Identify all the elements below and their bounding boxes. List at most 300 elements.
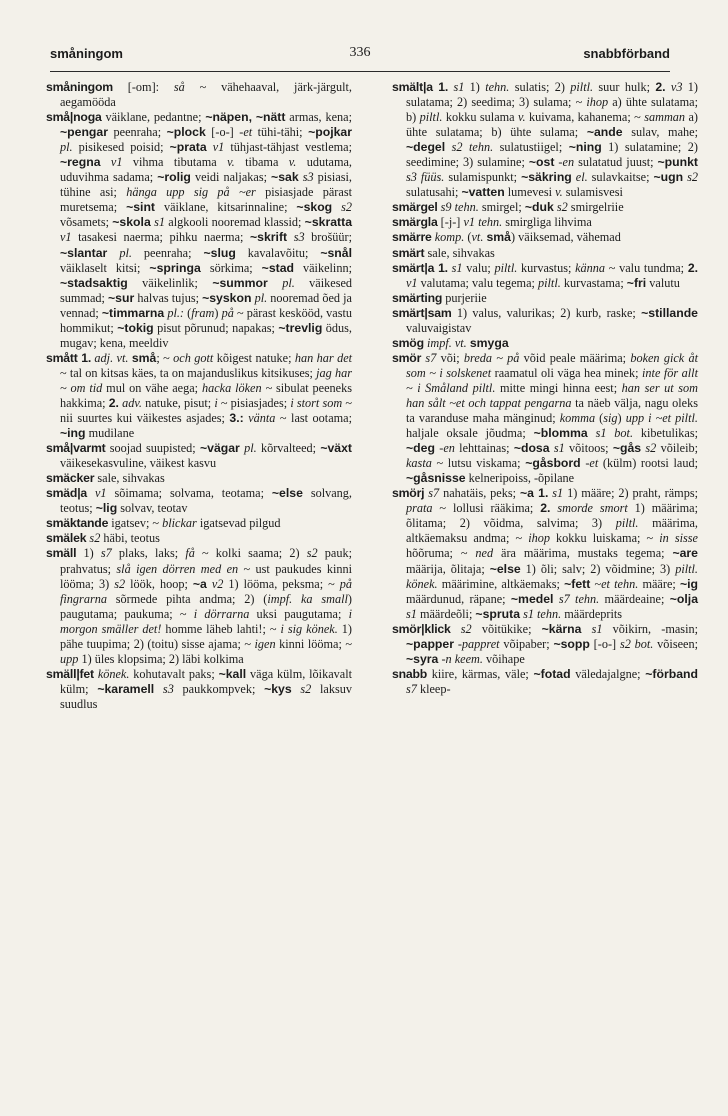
definition-text: smirgelriie	[567, 200, 624, 215]
italic-text: s7	[406, 681, 417, 696]
subentry-headword: ~ande	[586, 125, 623, 140]
subentry-headword: ~kall	[218, 666, 247, 681]
italic-text: s1	[154, 215, 165, 230]
italic-text: på	[221, 305, 234, 320]
subentry-headword: ~näpen,	[205, 110, 252, 125]
subentry-headword: ~plock	[166, 125, 206, 140]
definition-text: (	[595, 411, 604, 426]
italic-text: pl.	[254, 290, 268, 305]
definition-text: ~ ust paukudes kinni lööma; 3)	[60, 561, 353, 591]
definition-text: smirgel;	[478, 200, 525, 215]
subentry-headword: ~degel	[406, 140, 446, 155]
italic-text: hacka löken ~	[201, 380, 273, 395]
definition-text	[268, 276, 282, 290]
subentry-headword: ~ning	[568, 140, 602, 155]
definition-text: smirgliga lihvima	[502, 215, 592, 230]
italic-text: ihop	[586, 95, 609, 110]
definition-text	[107, 246, 119, 260]
definition-text: peenraha;	[108, 125, 167, 140]
definition-text: nooremad õed ja vennad;	[60, 290, 352, 320]
definition-text: võitoos;	[564, 441, 613, 456]
italic-text: s1	[591, 621, 603, 636]
subentry-headword: ~ost	[528, 155, 555, 170]
definition-text: ~ valu tundma;	[605, 260, 688, 275]
italic-text: s2	[460, 621, 472, 636]
definition-text: väiklane, kitsarinnaline;	[155, 200, 297, 215]
italic-text: -pappret	[457, 636, 500, 651]
subentry-headword: ~pengar	[60, 125, 108, 140]
definition-text: määrdeprits	[561, 606, 623, 621]
definition-text: plaks, laks;	[111, 546, 186, 561]
definition-text: määrimine, altkäemaks;	[437, 576, 565, 591]
definition-text: kleep-	[416, 681, 451, 696]
subentry-headword: 2.	[108, 395, 119, 410]
subentry-headword: ~syra	[406, 651, 439, 666]
subentry-headword: små	[131, 350, 157, 365]
definition-text: sõimama; solvama, teotama;	[106, 486, 272, 501]
definition-text: armas, kena;	[285, 110, 352, 125]
entry-headword: smälek	[46, 531, 87, 546]
definition-text: 1) sulatamine; 2) seedimine; 3) sulamine;	[406, 140, 698, 170]
definition-text: kurvastama;	[560, 275, 627, 290]
italic-text: v.	[288, 155, 297, 170]
definition-text: kõigest natuke;	[213, 350, 295, 365]
italic-text: prata	[406, 501, 433, 516]
italic-text: ihop	[528, 531, 550, 546]
italic-text: s2	[306, 546, 318, 561]
subentry-headword: ~snål	[320, 245, 353, 260]
italic-text: s2	[687, 170, 698, 185]
definition-text: sale, sihvakas	[94, 471, 165, 486]
definition-text: sulav, mahe;	[622, 125, 698, 140]
dictionary-entry	[46, 486, 352, 516]
italic-text: han har det	[294, 350, 353, 365]
italic-text: piltl.	[615, 516, 639, 531]
subentry-headword: ~summor	[212, 275, 268, 290]
dictionary-entry	[46, 351, 352, 441]
subentry-headword: ~a 1.	[519, 486, 549, 501]
subentry-headword: 2.	[540, 501, 551, 516]
definition-text: (külm) rootsi laud;	[598, 456, 698, 471]
definition-text: ~ vähehaaval, järk-järgult, aegamööda	[60, 80, 352, 110]
italic-text: v1	[60, 230, 72, 245]
definition-text: [-om]:	[112, 80, 174, 94]
italic-text: s3	[293, 230, 305, 245]
italic-text: s2	[341, 200, 352, 215]
subentry-headword: ~skog	[296, 200, 333, 215]
subentry-headword: ~a	[192, 576, 207, 591]
subentry-headword: ~rolig	[157, 170, 191, 185]
subentry-headword: ~stad	[261, 260, 295, 275]
dictionary-entry	[392, 622, 698, 667]
definition-text: sulamispunkt;	[444, 170, 522, 185]
definition-text: ~ last ootama;	[275, 411, 352, 426]
subentry-headword: smyga	[469, 335, 509, 350]
dictionary-column-left	[46, 80, 352, 712]
italic-text: igen	[254, 636, 276, 651]
italic-text: boken gick åt som ~ i solskenet	[406, 350, 699, 380]
subentry-headword: ~karamell	[97, 681, 155, 696]
subentry-headword: ~duk	[524, 200, 554, 215]
subentry-headword: ~slantar	[60, 245, 108, 260]
italic-text: pl.	[282, 275, 295, 290]
subentry-headword: ~sint	[126, 200, 156, 215]
definition-text: suur hulk;	[593, 80, 656, 94]
italic-text: s3	[162, 681, 174, 696]
subentry-headword: ~blomma	[533, 426, 588, 441]
italic-text: s2 bot.	[619, 636, 654, 651]
italic-text: v1	[94, 486, 107, 501]
subentry-headword: ~vägar	[199, 441, 240, 456]
dictionary-entry	[392, 246, 698, 261]
subentry-headword: ~kärna	[541, 621, 582, 636]
italic-text: v.	[518, 110, 526, 125]
definition-text: valuvaigistav	[406, 320, 472, 335]
definition-text: väledajalgne;	[570, 666, 646, 681]
definition-text: solvang, teotus;	[60, 486, 352, 516]
italic-text: s7	[428, 486, 440, 501]
subentry-headword: ~skratta	[304, 215, 353, 230]
definition-text: raamatul oli väga hea minek;	[491, 365, 643, 380]
dictionary-entry	[392, 667, 698, 697]
definition-text: igatsevad pilgud	[196, 516, 281, 531]
definition-text	[87, 486, 95, 500]
italic-text: vt.	[471, 230, 484, 245]
italic-text: i morgon smäller det!	[60, 606, 352, 636]
definition-text: võikirn, -masin;	[602, 621, 698, 636]
header-first-headword: småningom	[50, 46, 123, 61]
definition-text	[154, 682, 163, 696]
definition-text: [-o-]	[205, 125, 240, 140]
definition-text: väiklane, pedantne;	[101, 110, 206, 125]
subentry-headword: ~ugn	[653, 170, 684, 185]
definition-text: kõrvalteed;	[256, 441, 321, 456]
dictionary-entry	[46, 441, 352, 471]
dictionary-entry	[46, 531, 352, 546]
definition-text: lehttainas;	[454, 441, 514, 456]
italic-text: breda ~ på	[463, 350, 520, 365]
italic-text: v1	[212, 140, 225, 155]
subentry-headword: ~skrift	[250, 230, 288, 245]
definition-text: kurvastus;	[517, 260, 576, 275]
definition-text: ~ tal on kitsas käes, ta on majanduslikus kitsikuses;	[60, 365, 317, 380]
italic-text: komma	[559, 411, 596, 426]
italic-text: fram	[191, 305, 215, 320]
definition-text: valutu	[646, 275, 680, 290]
definition-text: tasakesi naerma; pihku naerma;	[71, 230, 250, 245]
dictionary-entry	[392, 486, 698, 621]
entry-headword: smärgel	[392, 200, 438, 215]
entry-headword: smärgla	[392, 215, 438, 230]
subentry-headword: ~slug	[203, 245, 236, 260]
definition-text: solvav, teotav	[117, 501, 188, 516]
subentry-headword: ~fotad	[533, 666, 571, 681]
entry-headword: smärt|sam	[392, 305, 452, 320]
subentry-headword: ~pojkar	[308, 125, 352, 140]
definition-text: valutama; valu tegema;	[417, 275, 538, 290]
definition-text	[287, 230, 294, 244]
definition-text: kohutavalt paks;	[129, 666, 219, 681]
italic-text: v2	[211, 576, 224, 591]
definition-text: ~ lutsu viskama;	[431, 456, 526, 471]
definition-text: sibulat peeneks hakkima;	[60, 380, 353, 410]
dictionary-entry	[46, 667, 352, 712]
definition-text: laksuv suudlus	[60, 681, 353, 711]
subentry-headword: ~ig	[679, 576, 699, 591]
definition-text: 1) pähe tuupima; 2) (toitu) sisse ajama; ~	[60, 621, 352, 651]
italic-text: i	[214, 395, 218, 410]
definition-text: halvas tujus;	[134, 290, 203, 305]
definition-text: sulatustiigel;	[493, 140, 569, 155]
entry-headword: smörj	[392, 486, 425, 501]
italic-text: piltl.	[537, 275, 561, 290]
definition-text: 1)	[464, 80, 486, 94]
definition-text: natuke, pisut;	[141, 395, 215, 410]
definition-text: määre;	[638, 576, 680, 591]
italic-text: i dörrarna	[193, 606, 250, 621]
definition-text: haljale oksale jõudma;	[406, 426, 534, 441]
definition-text: ~ pärast keskööd, vastu hommikut;	[60, 305, 352, 335]
dictionary-entry	[392, 215, 698, 230]
subentry-headword: ~säkring	[521, 170, 572, 185]
definition-text: 1) määre; 2) praht, rämps;	[563, 486, 699, 501]
italic-text: s1	[553, 441, 565, 456]
subentry-headword: ~dosa	[513, 441, 550, 456]
definition-text: )	[214, 305, 222, 320]
definition-text: [-o-]	[589, 636, 620, 651]
definition-text: võid peale määrima;	[519, 350, 631, 365]
subentry-headword: ~gås	[612, 441, 642, 456]
italic-text: impf. vt.	[426, 335, 467, 350]
subentry-headword: ~tokig	[117, 320, 154, 335]
definition-text: kuivama, kahanema; ~	[525, 110, 645, 125]
subentry-headword: ~gåsnisse	[406, 471, 466, 486]
definition-text: mitte mingi hinna eest;	[495, 380, 622, 395]
definition-text	[581, 622, 591, 636]
italic-text: -et	[239, 125, 253, 140]
italic-text: s2	[300, 681, 312, 696]
italic-text: impf. ka small	[267, 591, 348, 606]
dictionary-entry	[392, 336, 698, 351]
definition-text: 1) valus, valurikas; 2) kurb, raske;	[451, 305, 642, 320]
definition-text: 1) sulatama; 2) seedima; 3) sulama; ~	[406, 80, 698, 110]
italic-text: blickar	[162, 516, 197, 531]
italic-text: s7	[100, 546, 112, 561]
subentry-headword: ~vatten	[461, 185, 505, 200]
subentry-headword: ~lig	[95, 501, 118, 516]
definition-text: kibetulikas;	[633, 426, 699, 441]
definition-text: nahatäis, peks;	[439, 486, 520, 501]
subentry-headword: ~nätt	[255, 110, 286, 125]
definition-text: võsamets;	[60, 215, 113, 230]
subentry-headword: ~timmarna	[101, 305, 165, 320]
dictionary-entry	[46, 80, 352, 110]
italic-text: -en	[558, 155, 575, 170]
dictionary-entry	[392, 306, 698, 336]
definition-text: määrdunud, räpane;	[406, 591, 511, 606]
definition-text: kelneripoiss, -õpilane	[465, 471, 575, 486]
subentry-headword: ~spruta	[475, 606, 521, 621]
italic-text: v.	[227, 155, 235, 170]
subentry-headword: ~växt	[320, 441, 352, 456]
definition-text: sale, sihvakas	[424, 245, 495, 260]
italic-text: på fingrarna	[60, 576, 353, 606]
definition-text: vihma tibutama	[122, 155, 228, 170]
definition-text: kiire, kärmas, väle;	[427, 666, 534, 681]
italic-text: upp i ~et piltl.	[625, 411, 698, 426]
dictionary-entry	[46, 546, 352, 666]
italic-text: komp.	[434, 230, 465, 245]
subentry-headword: 3.:	[229, 411, 244, 426]
dictionary-column-right	[392, 80, 698, 697]
definition-text: 1)	[76, 546, 101, 561]
subentry-headword: ~gåsbord	[525, 456, 581, 471]
italic-text: s2	[556, 200, 568, 215]
italic-text: slå igen dörren med en	[116, 561, 239, 576]
italic-text: in sisse	[659, 531, 698, 546]
italic-text: v1	[110, 155, 123, 170]
subentry-headword: ~medel	[510, 591, 554, 606]
definition-text: lumevesi	[504, 185, 556, 200]
entry-headword: smäll	[46, 546, 77, 561]
italic-text: v.	[555, 185, 563, 200]
definition-text: sulamisvesi	[562, 185, 623, 200]
italic-text: s1	[406, 606, 417, 621]
italic-text: s2 tehn.	[451, 140, 494, 155]
definition-text: sörkima;	[200, 260, 262, 275]
subentry-headword: ~else	[271, 486, 303, 501]
entry-headword: smäktande	[46, 516, 109, 531]
subentry-headword: ~fett	[564, 576, 591, 591]
definition-text: 1) õli; salv; 2) võidmine; 3)	[520, 561, 676, 576]
definition-text: mul on vähe aega;	[102, 380, 202, 395]
entry-headword: smärre	[392, 230, 432, 245]
dictionary-entry	[392, 291, 698, 306]
definition-text: ) väiksemad, vähemad	[511, 230, 621, 245]
italic-text: s1	[451, 260, 463, 275]
italic-text: smorde smort	[557, 501, 628, 516]
italic-text: pl.	[60, 140, 73, 155]
subentry-headword: ~are	[672, 546, 698, 561]
italic-text: s1 bot.	[595, 426, 634, 441]
italic-text: samman	[644, 110, 686, 125]
italic-text: han ser ut som han sålt ~et och tappat pengarna	[406, 380, 698, 410]
italic-text: s1	[453, 80, 465, 94]
definition-text: mudilane	[85, 426, 135, 441]
definition-text: paukkompvek;	[173, 681, 265, 696]
definition-text: määrija, õlitaja;	[406, 561, 490, 576]
italic-text: piltl.	[570, 80, 594, 94]
italic-text: vänta	[248, 411, 276, 426]
italic-text: -en	[439, 441, 455, 456]
entry-headword: snabb	[392, 666, 428, 681]
entry-headword: smält|a 1.	[392, 80, 449, 94]
italic-text: s7 tehn.	[558, 591, 600, 606]
entry-headword: smäd|a	[46, 486, 88, 501]
subentry-headword: 2.	[655, 80, 666, 94]
definition-text: 1) määrima; õlitama; 2) võidma, salvima; 3)	[406, 501, 698, 531]
definition-text: brošüür;	[304, 230, 352, 245]
subentry-headword: ~sopp	[553, 636, 590, 651]
page-number: 336	[349, 45, 371, 60]
entry-headword: smärting	[392, 290, 443, 305]
subentry-headword: ~trevlig	[278, 320, 323, 335]
definition-text: ära määrima, mustaks tegema;	[493, 546, 673, 561]
definition-text: määrima, altkäemaksu andma; ~	[406, 516, 698, 546]
italic-text: piltl.	[494, 260, 518, 275]
dictionary-entry	[392, 261, 698, 291]
definition-text: purjeriie	[442, 290, 487, 305]
dictionary-entry	[46, 110, 352, 351]
definition-text	[588, 426, 596, 440]
subentry-headword: ~regna	[60, 155, 101, 170]
definition-text: peenraha;	[131, 245, 204, 260]
definition-text: sulavkaitse;	[587, 170, 654, 185]
italic-text: s7	[425, 350, 437, 365]
definition-text: kavalavõitu;	[235, 245, 321, 260]
definition-text: ) paugutama; paukuma; ~	[60, 591, 352, 621]
entry-headword: smög	[392, 335, 424, 350]
definition-text: sõrmede pihta andma; 2) (	[106, 591, 268, 606]
subentry-headword: 2.	[687, 260, 699, 275]
running-header	[50, 44, 670, 68]
definition-text: väikelinn;	[294, 260, 352, 275]
italic-text: i sig könek.	[280, 621, 338, 636]
definition-text: kokku sulama	[442, 110, 519, 125]
dictionary-entry	[392, 80, 698, 200]
italic-text: pl.	[244, 441, 257, 456]
subentry-headword: ~stadsaktig	[60, 275, 128, 290]
definition-text: (	[184, 305, 192, 320]
definition-text: tühjast-tähjast vestlema;	[224, 140, 352, 155]
definition-text: sulatatud juust;	[574, 155, 658, 170]
header-last-headword: snabbförband	[583, 46, 670, 61]
italic-text: adj. vt.	[94, 350, 129, 365]
definition-text: ~ nii suurtes kui väikestes asjades;	[60, 395, 352, 426]
subentry-headword: ~prata	[169, 140, 207, 155]
definition-text: löök, hoop;	[125, 576, 193, 591]
italic-text: könek.	[97, 666, 130, 681]
entry-headword: små|noga	[46, 110, 102, 125]
definition-text: võileib;	[656, 441, 699, 456]
italic-text: piltl. könek.	[406, 561, 698, 591]
subentry-headword: små	[486, 230, 511, 245]
italic-text: ned	[475, 546, 494, 561]
definition-text: hõõruma; ~	[406, 546, 476, 561]
definition-text: ~ pisiasjades;	[217, 395, 291, 410]
subentry-headword: ~papper	[406, 636, 454, 651]
italic-text: och gott	[173, 350, 214, 365]
italic-text: el.	[575, 170, 588, 185]
entry-headword: smärt|a 1.	[392, 260, 448, 275]
definition-text: määrdeõli;	[416, 606, 476, 621]
italic-text: hänga upp sig på ~er	[126, 185, 256, 200]
subentry-headword: ~sak	[271, 170, 299, 185]
subentry-headword: ~syskon	[202, 290, 252, 305]
dictionary-entry	[46, 516, 352, 531]
subentry-headword: ~springa	[149, 260, 201, 275]
definition-text: väikesekasvuline, väikest kasvu	[60, 456, 217, 471]
italic-text: känna	[575, 260, 606, 275]
definition-text: [-j-]	[437, 215, 464, 230]
definition-text: võiseen;	[653, 636, 698, 651]
definition-text: igatsev; ~	[108, 516, 163, 531]
subentry-headword: ~deg	[406, 441, 435, 456]
definition-text: ~	[590, 576, 602, 591]
definition-text: kokku luiskama; ~	[549, 531, 660, 546]
definition-text: sulatusahi;	[406, 185, 462, 200]
subentry-headword: ~stillande	[641, 305, 698, 320]
